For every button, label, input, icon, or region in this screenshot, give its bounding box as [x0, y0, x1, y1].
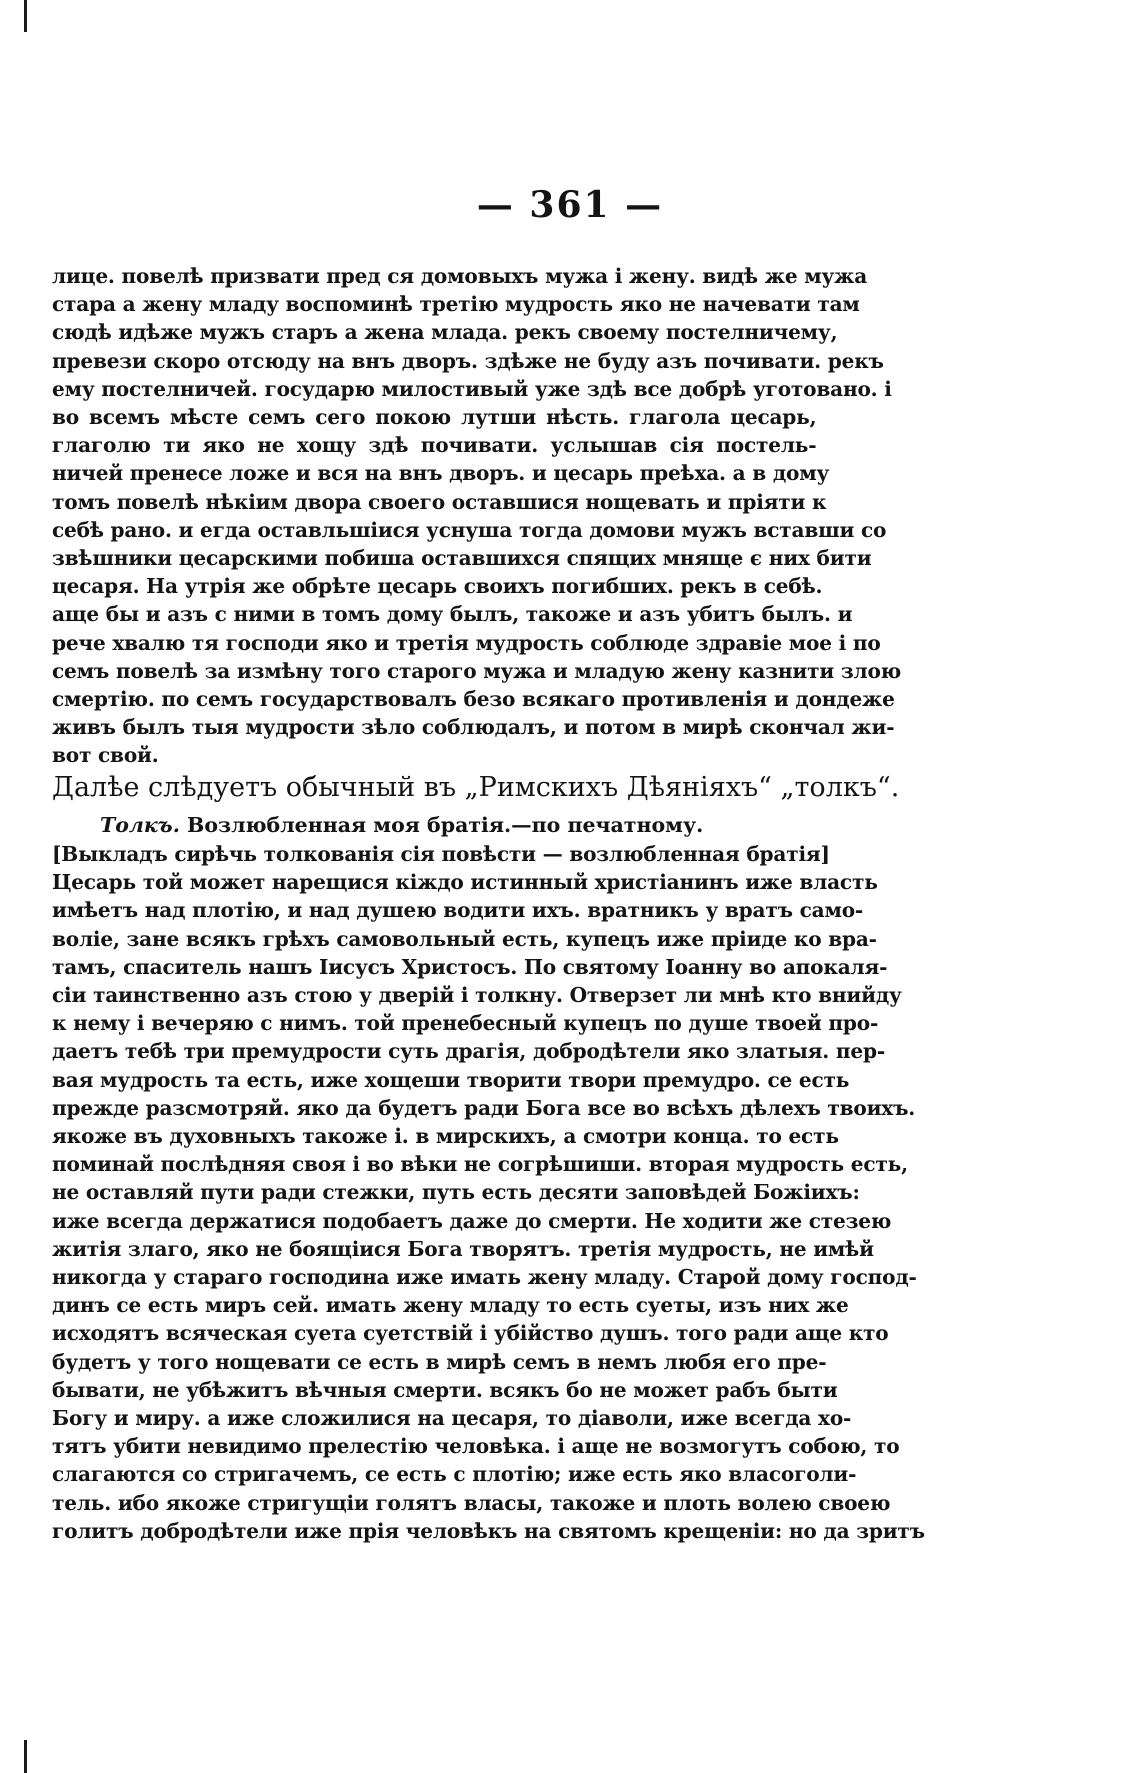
- text-line: во всемъ мѣсте семъ сего покою лутши нѣсть. глагола цесарь,: [52, 405, 817, 430]
- text-line: сіи таинственно азъ стою у дверій і толкну. Отверзет ли мнѣ кто внийду: [52, 983, 902, 1008]
- text-line: имѣетъ над плотію, и над душею водити ихъ. вратникъ у вратъ само-: [52, 898, 864, 923]
- text-line: ничей пренесе ложе и вся на внъ дворъ. и цесарь преѣха. а в дому: [52, 461, 830, 486]
- text-line: прежде разсмотряй. яко да будетъ ради Бога все во всѣхъ дѣлехъ твоихъ.: [52, 1095, 916, 1120]
- text-line: [Выкладъ сирѣчь толкованія сія повѣсти — возлюбленная братія]: [52, 842, 830, 866]
- page-number: — 361 —: [476, 184, 664, 226]
- text-line: будетъ у того нощевати се есть в мирѣ семъ в немъ любя его пре-: [52, 1349, 827, 1374]
- text-line: никогда у стараго господина иже имать жену младу. Старой дому господ-: [52, 1265, 917, 1290]
- text-line: сюдѣ идѣже мужъ старъ а жена млада. рекъ своему постелничему,: [52, 320, 838, 345]
- text-line: динъ се есть миръ сей. имать жену младу то есть суеты, изъ них же: [52, 1293, 849, 1318]
- text-line: стара а жену младу воспоминѣ третію мудрость яко не начевати там: [52, 292, 860, 317]
- text-line: вот свой.: [52, 743, 159, 768]
- paragraph-2: [52, 840, 925, 1545]
- text-line: не оставляй пути ради стежки, путь есть десяти заповѣдей Божіихъ:: [52, 1180, 860, 1205]
- scan-edge-mark-top: [24, 0, 27, 32]
- text-line: бывати, не убѣжитъ вѣчныя смерти. всякъ бо не может рабъ быти: [52, 1377, 838, 1402]
- text-line: глаголю ти яко не хощу здѣ почивати. услышав сія постель-: [52, 433, 817, 458]
- text-line: превези скоро отсюду на внъ дворъ. здѣже не буду азъ почивати. рекъ: [52, 348, 884, 373]
- text-line: звѣшники цесарскими побиша оставшихся спящих мняще є них бити: [52, 546, 872, 571]
- text-line: ему постелничей. государю милостивый уже здѣ все добрѣ уготовано. і: [52, 376, 892, 401]
- text-line: к нему і вечеряю с нимъ. той пренебесный купецъ по душе твоей про-: [52, 1011, 879, 1036]
- text-line: томъ повелѣ нѣкіим двора своего оставшися нощевать и пріяти к: [52, 489, 827, 514]
- text-line: тамъ, спаситель нашъ Іисусъ Христосъ. По святому Іоанну во апокаля-: [52, 954, 888, 979]
- text-line: слагаются со стригачемъ, се есть с плотію; иже есть яко власоголи-: [52, 1462, 857, 1487]
- text-line: Цесарь той может нарещися кіждо истинный христіанинъ иже власть: [52, 870, 878, 895]
- text-line: смертію. по семъ государствовалъ безо всякаго противленія и дондеже: [52, 687, 895, 712]
- subheading-lead: Толкъ.: [100, 813, 180, 837]
- commentary-subheading: [100, 811, 800, 839]
- text-line: иже всегда держатися подобаетъ даже до смерти. Не ходити же стезею: [52, 1208, 892, 1233]
- text-line: даетъ тебѣ три премудрости суть драгія, добродѣтели яко златыя. пер-: [52, 1039, 885, 1064]
- text-line: тятъ убити невидимо прелестію человѣка. і аще не возмогутъ собою, то: [52, 1434, 900, 1459]
- text-line: житія злаго, яко не боящіися Бога творятъ. третія мудрость, не имѣй: [52, 1236, 874, 1261]
- text-line: цесаря. На утрія же обрѣте цесарь своихъ погибших. рекъ в себѣ.: [52, 574, 823, 599]
- text-line: поминай послѣдняя своя і во вѣки не согрѣшиши. вторая мудрость есть,: [52, 1152, 908, 1177]
- text-line: тель. ибо якоже стригущіи голятъ власы, такоже и плоть волею своею: [52, 1490, 891, 1515]
- section-heading: Далѣе слѣдуетъ обычный въ „Римскихъ Дѣяніяхъ“ „толкъ“.: [52, 772, 900, 803]
- text-line: семъ повелѣ за измѣну того старого мужа и младую жену казнити злою: [52, 658, 902, 683]
- text-line: аще бы и азъ с ними в томъ дому былъ, такоже и азъ убитъ былъ. и: [52, 602, 853, 627]
- text-line: Богу и миру. а иже сложилися на цесаря, то діаволи, иже всегда хо-: [52, 1406, 852, 1431]
- text-line: воліе, зане всякъ грѣхъ самовольный есть, купецъ иже пріиде ко вра-: [52, 926, 877, 951]
- text-line: вая мудрость та есть, иже хощеши творити твори премудро. се есть: [52, 1067, 850, 1092]
- text-line: якоже въ духовныхъ такоже і. в мирскихъ, а смотри конца. то есть: [52, 1124, 839, 1149]
- text-line: голитъ добродѣтели иже прія человѣкъ на святомъ крещеніи: но да зритъ: [52, 1518, 925, 1543]
- scan-edge-mark-bottom: [24, 1740, 27, 1773]
- text-line: себѣ рано. и егда оставльшіися уснуша тогда домови мужъ вставши со: [52, 517, 887, 542]
- paragraph-1: [52, 262, 902, 770]
- text-line: исходятъ всяческая суета суетствій і убійство душъ. того ради аще кто: [52, 1321, 889, 1346]
- text-line: лице. повелѣ призвати пред ся домовыхъ мужа і жену. видѣ же мужа: [52, 264, 868, 288]
- text-line: живъ былъ тыя мудрости зѣло соблюдалъ, и потом в мирѣ скончал жи-: [52, 715, 895, 740]
- subheading-text: Возлюбленная моя братія.—по печатному.: [179, 813, 704, 837]
- text-line: рече хвалю тя господи яко и третія мудрость соблюде здравіе мое і по: [52, 630, 881, 655]
